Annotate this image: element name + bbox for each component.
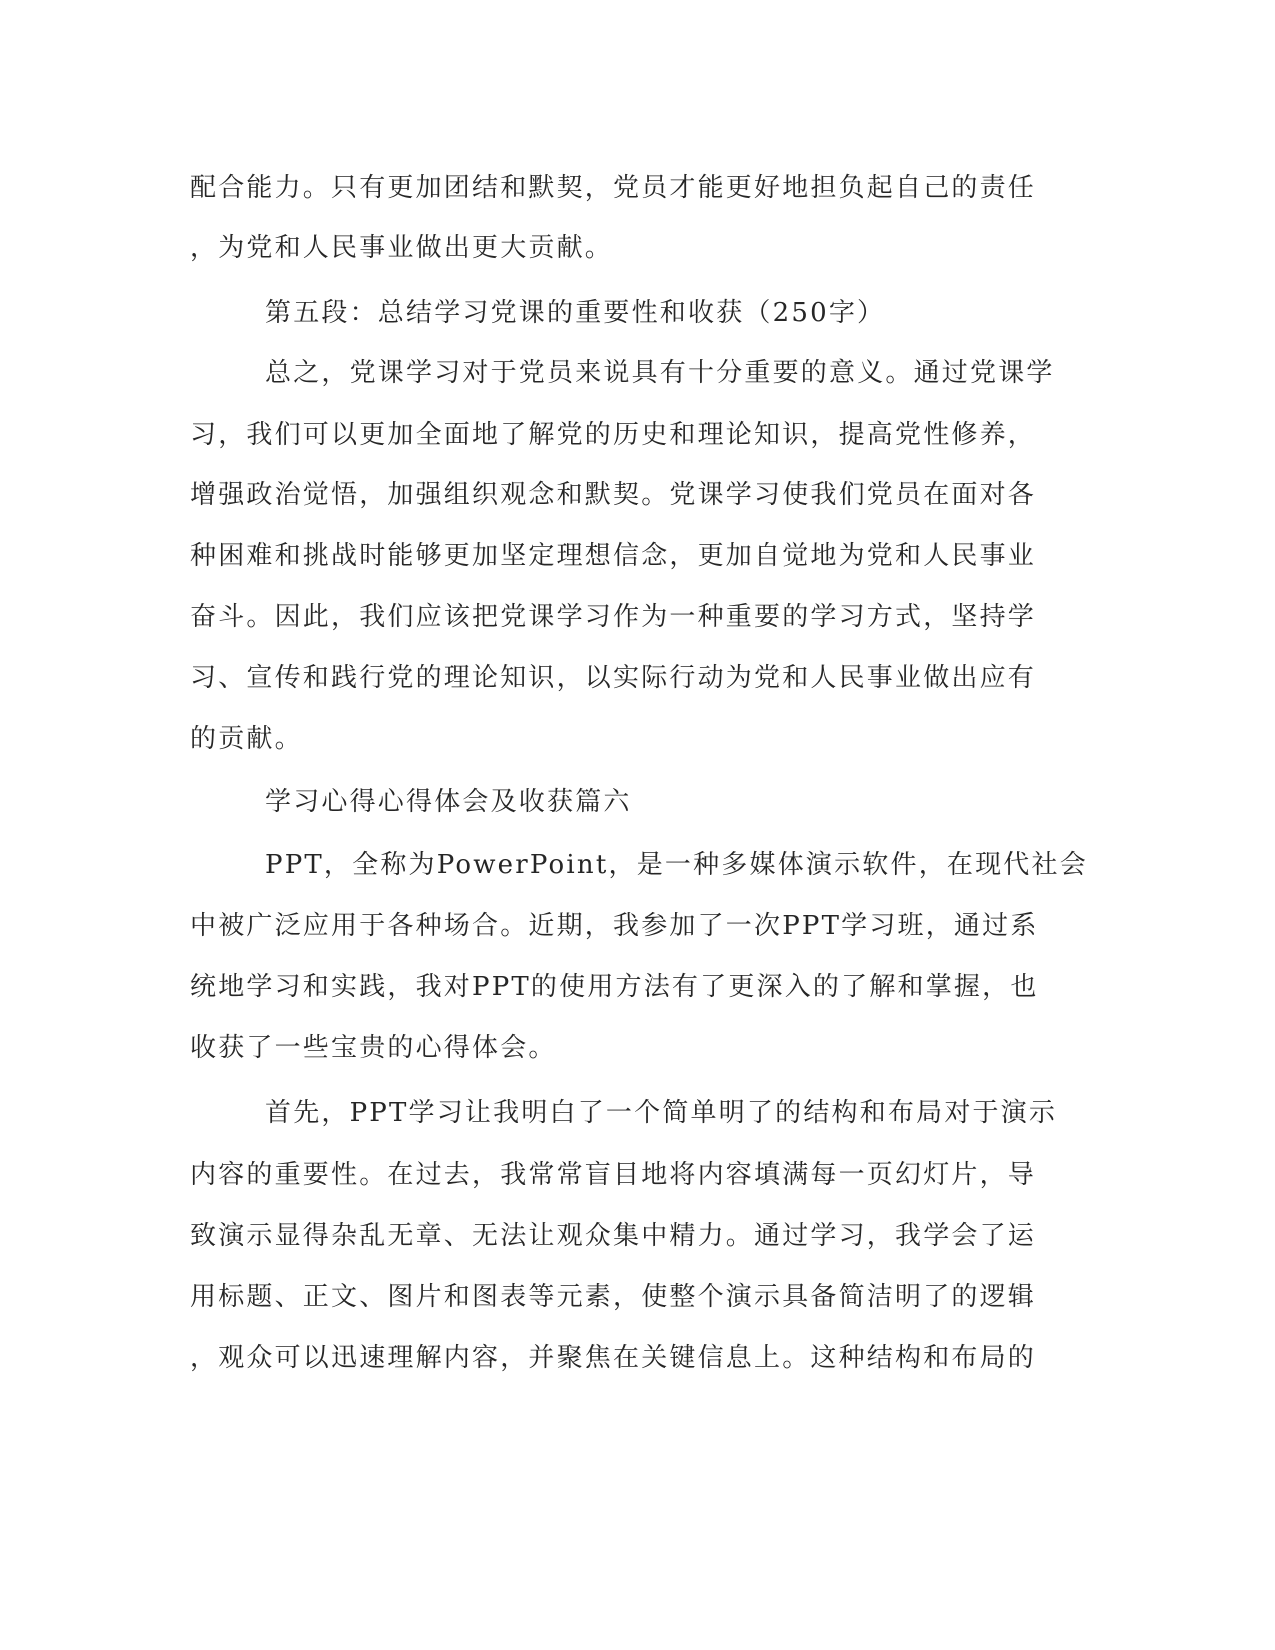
text-line: 习、宣传和践行党的理论知识，以实际行动为党和人民事业做出应有 <box>190 663 1037 693</box>
text-line: 中被广泛应用于各种场合。近期，我参加了一次PPT学习班，通过系 <box>190 911 1039 941</box>
article-title: 学习心得心得体会及收获篇六 <box>265 787 632 817</box>
text-line: 收获了一些宝贵的心得体会。 <box>190 1033 557 1063</box>
text-line: 习，我们可以更加全面地了解党的历史和理论知识，提高党性修养， <box>190 420 1037 450</box>
text-line: 配合能力。只有更加团结和默契，党员才能更好地担负起自己的责任 <box>190 173 1037 203</box>
text-line: 奋斗。因此，我们应该把党课学习作为一种重要的学习方式，坚持学 <box>190 602 1037 632</box>
text-line: 增强政治觉悟，加强组织观念和默契。党课学习使我们党员在面对各 <box>190 480 1037 510</box>
text-line: 统地学习和实践，我对PPT的使用方法有了更深入的了解和掌握，也 <box>190 972 1039 1002</box>
section-heading: 第五段：总结学习党课的重要性和收获（250字） <box>265 298 886 328</box>
text-line: 内容的重要性。在过去，我常常盲目地将内容填满每一页幻灯片，导 <box>190 1160 1037 1190</box>
text-line: 总之，党课学习对于党员来说具有十分重要的意义。通过党课学 <box>265 358 1055 388</box>
text-line: 首先，PPT学习让我明白了一个简单明了的结构和布局对于演示 <box>265 1098 1058 1128</box>
text-line: 用标题、正文、图片和图表等元素，使整个演示具备简洁明了的逻辑 <box>190 1282 1037 1312</box>
text-line: ，观众可以迅速理解内容，并聚焦在关键信息上。这种结构和布局的 <box>190 1343 1037 1373</box>
text-line: 致演示显得杂乱无章、无法让观众集中精力。通过学习，我学会了运 <box>190 1221 1037 1251</box>
text-line: ，为党和人民事业做出更大贡献。 <box>190 233 614 263</box>
text-line: 种困难和挑战时能够更加坚定理想信念，更加自觉地为党和人民事业 <box>190 541 1037 571</box>
text-line: PPT，全称为PowerPoint，是一种多媒体演示软件，在现代社会 <box>265 850 1088 880</box>
text-line: 的贡献。 <box>190 724 303 754</box>
